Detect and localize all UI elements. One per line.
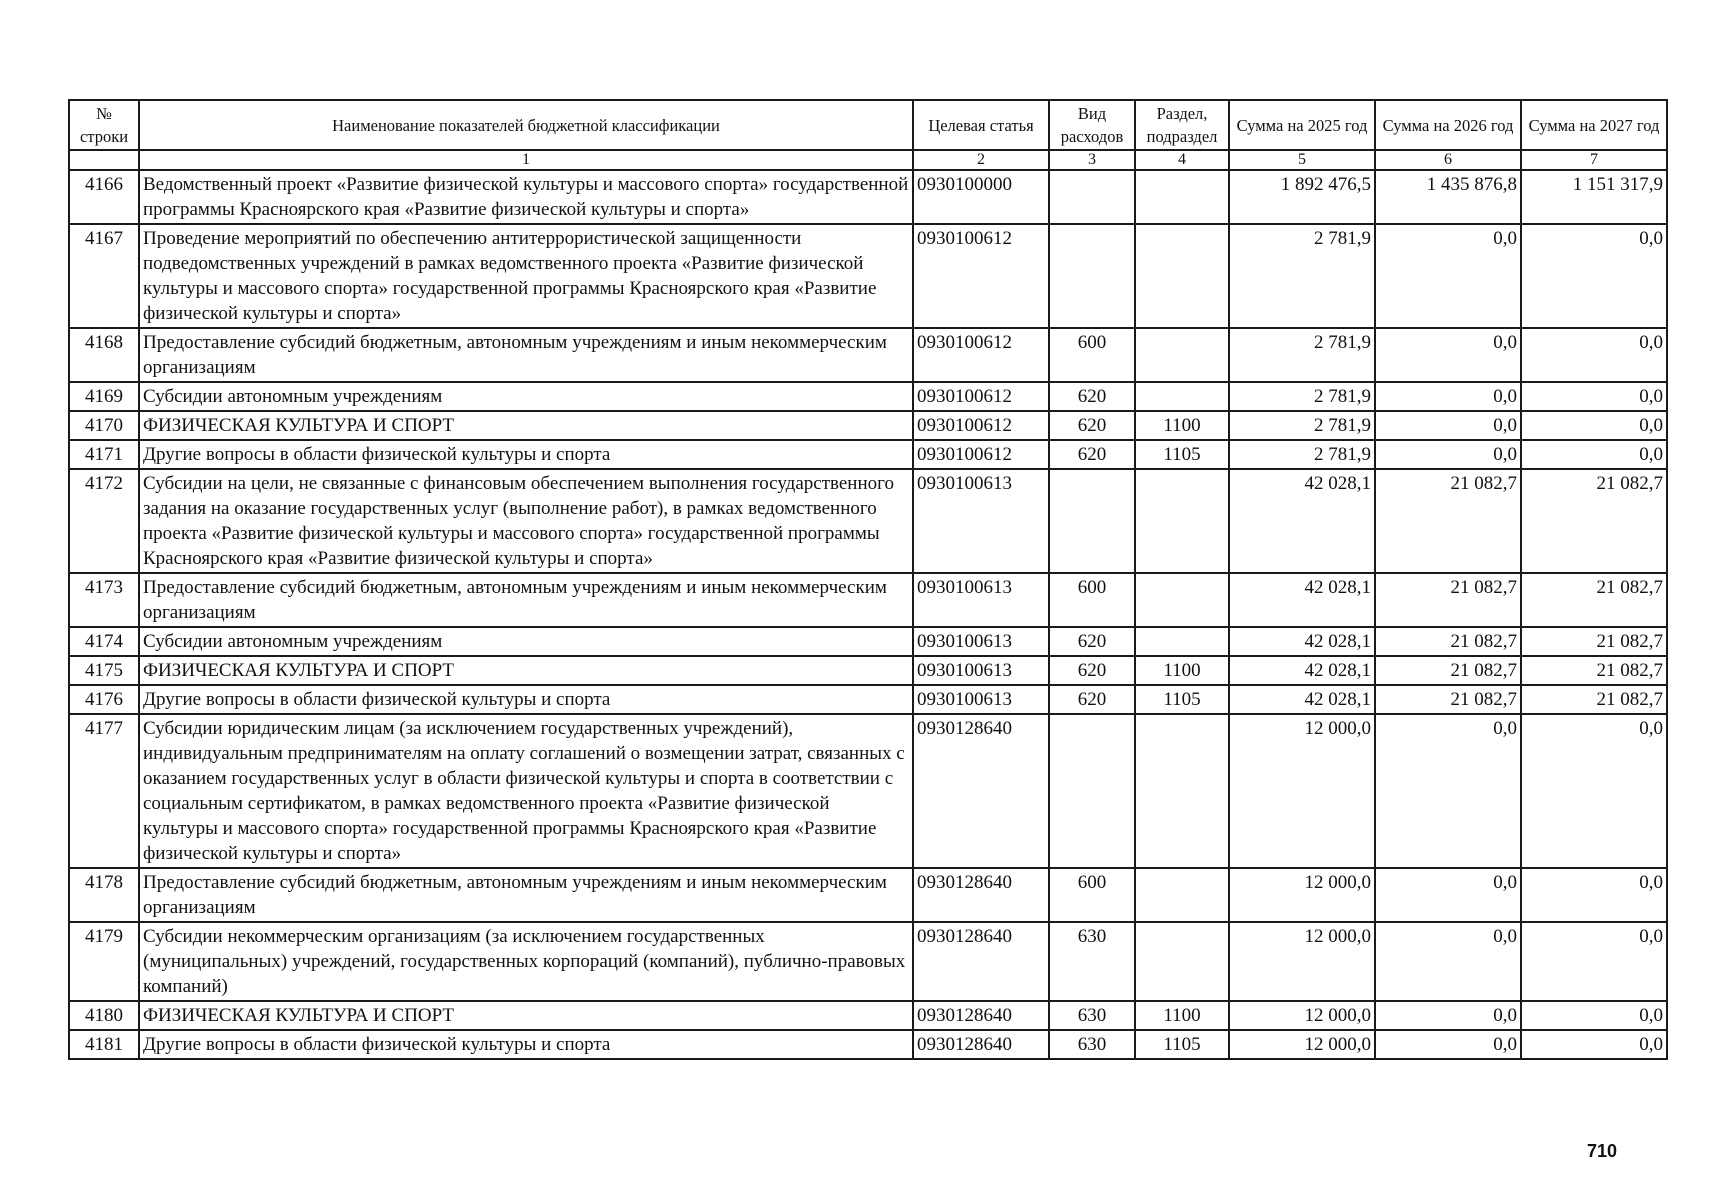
sum-2025-cell: 2 781,9 [1229,440,1375,469]
sum-2027-cell: 0,0 [1521,1030,1667,1059]
sum-2025-cell: 42 028,1 [1229,685,1375,714]
column-number [69,150,139,170]
expense-type-cell: 620 [1049,382,1135,411]
target-article-cell: 0930100613 [913,469,1049,573]
sum-2026-cell: 0,0 [1375,411,1521,440]
table-row [69,328,1667,382]
row-name-cell: Субсидии на цели, не связанные с финансовым обеспечением выполнения государственного задания на оказание государственных услуг (выполнение работ), в рамках ведомственного проекта «Развитие физической культуры и массового спорта» государственной программы Красноярского края «Развитие физической культуры и спорта» [139,469,913,573]
sum-2026-cell: 0,0 [1375,1001,1521,1030]
sum-2026-cell: 0,0 [1375,1030,1521,1059]
row-number-cell: 4170 [69,411,139,440]
target-article-cell: 0930128640 [913,1001,1049,1030]
table-row [69,170,1667,224]
row-name-cell: Предоставление субсидий бюджетным, автономным учреждениям и иным некоммерческим организациям [139,868,913,922]
table-row [69,627,1667,656]
sum-2025-cell: 12 000,0 [1229,868,1375,922]
row-number-cell: 4179 [69,922,139,1001]
table-row [69,573,1667,627]
sum-2027-cell: 0,0 [1521,1001,1667,1030]
target-article-cell: 0930100000 [913,170,1049,224]
target-article-cell: 0930100612 [913,328,1049,382]
sum-2027-cell: 0,0 [1521,328,1667,382]
sum-2026-cell: 21 082,7 [1375,469,1521,573]
table-row [69,656,1667,685]
table-row [69,868,1667,922]
sum-2027-cell: 0,0 [1521,868,1667,922]
target-article-cell: 0930100612 [913,382,1049,411]
row-number-cell: 4168 [69,328,139,382]
table-row [69,469,1667,573]
sum-2026-cell: 0,0 [1375,868,1521,922]
target-article-cell: 0930128640 [913,868,1049,922]
section-cell [1135,469,1229,573]
section-cell: 1105 [1135,440,1229,469]
sum-2025-cell: 2 781,9 [1229,328,1375,382]
header-expense-type: Вид расходов [1049,100,1135,150]
sum-2025-cell: 12 000,0 [1229,1030,1375,1059]
sum-2025-cell: 12 000,0 [1229,922,1375,1001]
sum-2026-cell: 0,0 [1375,440,1521,469]
section-cell [1135,170,1229,224]
column-number: 7 [1521,150,1667,170]
row-number-cell: 4174 [69,627,139,656]
sum-2025-cell: 12 000,0 [1229,1001,1375,1030]
sum-2026-cell: 21 082,7 [1375,627,1521,656]
section-cell [1135,328,1229,382]
column-number: 6 [1375,150,1521,170]
sum-2026-cell: 0,0 [1375,224,1521,328]
expense-type-cell [1049,170,1135,224]
sum-2025-cell: 42 028,1 [1229,573,1375,627]
header-sum-2025: Сумма на 2025 год [1229,100,1375,150]
table-row [69,382,1667,411]
expense-type-cell: 620 [1049,411,1135,440]
expense-type-cell [1049,224,1135,328]
row-number-cell: 4171 [69,440,139,469]
target-article-cell: 0930100613 [913,656,1049,685]
expense-type-cell: 600 [1049,573,1135,627]
sum-2026-cell: 0,0 [1375,382,1521,411]
row-number-cell: 4173 [69,573,139,627]
sum-2026-cell: 0,0 [1375,714,1521,868]
column-number: 2 [913,150,1049,170]
expense-type-cell: 600 [1049,868,1135,922]
table-header-row [69,100,1667,150]
column-number: 5 [1229,150,1375,170]
sum-2026-cell: 21 082,7 [1375,573,1521,627]
expense-type-cell: 620 [1049,627,1135,656]
row-name-cell: Субсидии юридическим лицам (за исключением государственных учреждений), индивидуальным предпринимателям на оплату соглашений о возмещении затрат, связанных с оказанием государственных услуг в области физической культуры и спорта в соответствии с социальным сертификатом, в рамках ведомственного проекта «Развитие физической культуры и массового спорта» государственной программы Красноярского края «Развитие физической культуры и спорта» [139,714,913,868]
header-row-number: № строки [69,100,139,150]
row-name-cell: Другие вопросы в области физической культуры и спорта [139,685,913,714]
row-name-cell: Субсидии некоммерческим организациям (за исключением государственных (муниципальных) учреждений, государственных корпораций (компаний), публично-правовых компаний) [139,922,913,1001]
table-row [69,411,1667,440]
section-cell: 1100 [1135,411,1229,440]
row-number-cell: 4180 [69,1001,139,1030]
row-name-cell: Предоставление субсидий бюджетным, автономным учреждениям и иным некоммерческим организациям [139,328,913,382]
sum-2025-cell: 12 000,0 [1229,714,1375,868]
row-name-cell: Субсидии автономным учреждениям [139,627,913,656]
header-section: Раздел, подраздел [1135,100,1229,150]
sum-2025-cell: 1 892 476,5 [1229,170,1375,224]
table-row [69,440,1667,469]
sum-2026-cell: 1 435 876,8 [1375,170,1521,224]
row-name-cell: Ведомственный проект «Развитие физической культуры и массового спорта» государственной программы Красноярского края «Развитие физической культуры и спорта» [139,170,913,224]
sum-2027-cell: 21 082,7 [1521,627,1667,656]
target-article-cell: 0930100613 [913,627,1049,656]
sum-2026-cell: 0,0 [1375,922,1521,1001]
row-name-cell: Предоставление субсидий бюджетным, автономным учреждениям и иным некоммерческим организациям [139,573,913,627]
sum-2025-cell: 42 028,1 [1229,627,1375,656]
row-number-cell: 4169 [69,382,139,411]
column-number: 4 [1135,150,1229,170]
sum-2027-cell: 0,0 [1521,382,1667,411]
table-row [69,685,1667,714]
expense-type-cell: 620 [1049,685,1135,714]
sum-2026-cell: 21 082,7 [1375,656,1521,685]
row-name-cell: Другие вопросы в области физической культуры и спорта [139,440,913,469]
sum-2026-cell: 0,0 [1375,328,1521,382]
sum-2027-cell: 0,0 [1521,922,1667,1001]
target-article-cell: 0930128640 [913,714,1049,868]
section-cell: 1100 [1135,1001,1229,1030]
section-cell: 1105 [1135,1030,1229,1059]
expense-type-cell: 600 [1049,328,1135,382]
section-cell [1135,224,1229,328]
expense-type-cell: 630 [1049,1030,1135,1059]
section-cell [1135,922,1229,1001]
row-name-cell: Субсидии автономным учреждениям [139,382,913,411]
row-number-cell: 4172 [69,469,139,573]
sum-2025-cell: 2 781,9 [1229,382,1375,411]
target-article-cell: 0930100612 [913,411,1049,440]
row-name-cell: ФИЗИЧЕСКАЯ КУЛЬТУРА И СПОРТ [139,656,913,685]
header-sum-2026: Сумма на 2026 год [1375,100,1521,150]
sum-2025-cell: 2 781,9 [1229,224,1375,328]
row-name-cell: Проведение мероприятий по обеспечению антитеррористической защищенности подведомственных учреждений в рамках ведомственного проекта «Развитие физической культуры и массового спорта» государственной программы Красноярского края «Развитие физической культуры и спорта» [139,224,913,328]
column-number: 3 [1049,150,1135,170]
row-number-cell: 4178 [69,868,139,922]
target-article-cell: 0930100613 [913,685,1049,714]
section-cell [1135,868,1229,922]
expense-type-cell: 620 [1049,656,1135,685]
expense-type-cell: 620 [1049,440,1135,469]
table-row [69,1001,1667,1030]
sum-2027-cell: 21 082,7 [1521,469,1667,573]
header-name: Наименование показателей бюджетной классификации [139,100,913,150]
sum-2027-cell: 21 082,7 [1521,656,1667,685]
column-number-row [69,150,1667,170]
sum-2027-cell: 21 082,7 [1521,685,1667,714]
row-number-cell: 4166 [69,170,139,224]
section-cell [1135,573,1229,627]
row-number-cell: 4181 [69,1030,139,1059]
row-name-cell: ФИЗИЧЕСКАЯ КУЛЬТУРА И СПОРТ [139,1001,913,1030]
sum-2027-cell: 0,0 [1521,411,1667,440]
expense-type-cell [1049,714,1135,868]
section-cell [1135,627,1229,656]
row-number-cell: 4167 [69,224,139,328]
row-number-cell: 4177 [69,714,139,868]
target-article-cell: 0930128640 [913,922,1049,1001]
section-cell: 1105 [1135,685,1229,714]
row-name-cell: ФИЗИЧЕСКАЯ КУЛЬТУРА И СПОРТ [139,411,913,440]
sum-2025-cell: 42 028,1 [1229,656,1375,685]
table-row [69,922,1667,1001]
row-number-cell: 4175 [69,656,139,685]
header-sum-2027: Сумма на 2027 год [1521,100,1667,150]
budget-table [68,99,1668,1060]
target-article-cell: 0930100613 [913,573,1049,627]
page-number: 710 [1587,1141,1618,1161]
target-article-cell: 0930128640 [913,1030,1049,1059]
section-cell [1135,714,1229,868]
target-article-cell: 0930100612 [913,440,1049,469]
sum-2027-cell: 1 151 317,9 [1521,170,1667,224]
sum-2027-cell: 0,0 [1521,224,1667,328]
expense-type-cell: 630 [1049,1001,1135,1030]
table-row [69,224,1667,328]
sum-2025-cell: 2 781,9 [1229,411,1375,440]
sum-2027-cell: 21 082,7 [1521,573,1667,627]
table-row [69,714,1667,868]
column-number: 1 [139,150,913,170]
sum-2027-cell: 0,0 [1521,440,1667,469]
sum-2026-cell: 21 082,7 [1375,685,1521,714]
row-number-cell: 4176 [69,685,139,714]
section-cell: 1100 [1135,656,1229,685]
section-cell [1135,382,1229,411]
sum-2027-cell: 0,0 [1521,714,1667,868]
table-body [69,170,1667,1059]
table-row [69,1030,1667,1059]
expense-type-cell: 630 [1049,922,1135,1001]
sum-2025-cell: 42 028,1 [1229,469,1375,573]
row-name-cell: Другие вопросы в области физической культуры и спорта [139,1030,913,1059]
header-target-article: Целевая статья [913,100,1049,150]
target-article-cell: 0930100612 [913,224,1049,328]
expense-type-cell [1049,469,1135,573]
